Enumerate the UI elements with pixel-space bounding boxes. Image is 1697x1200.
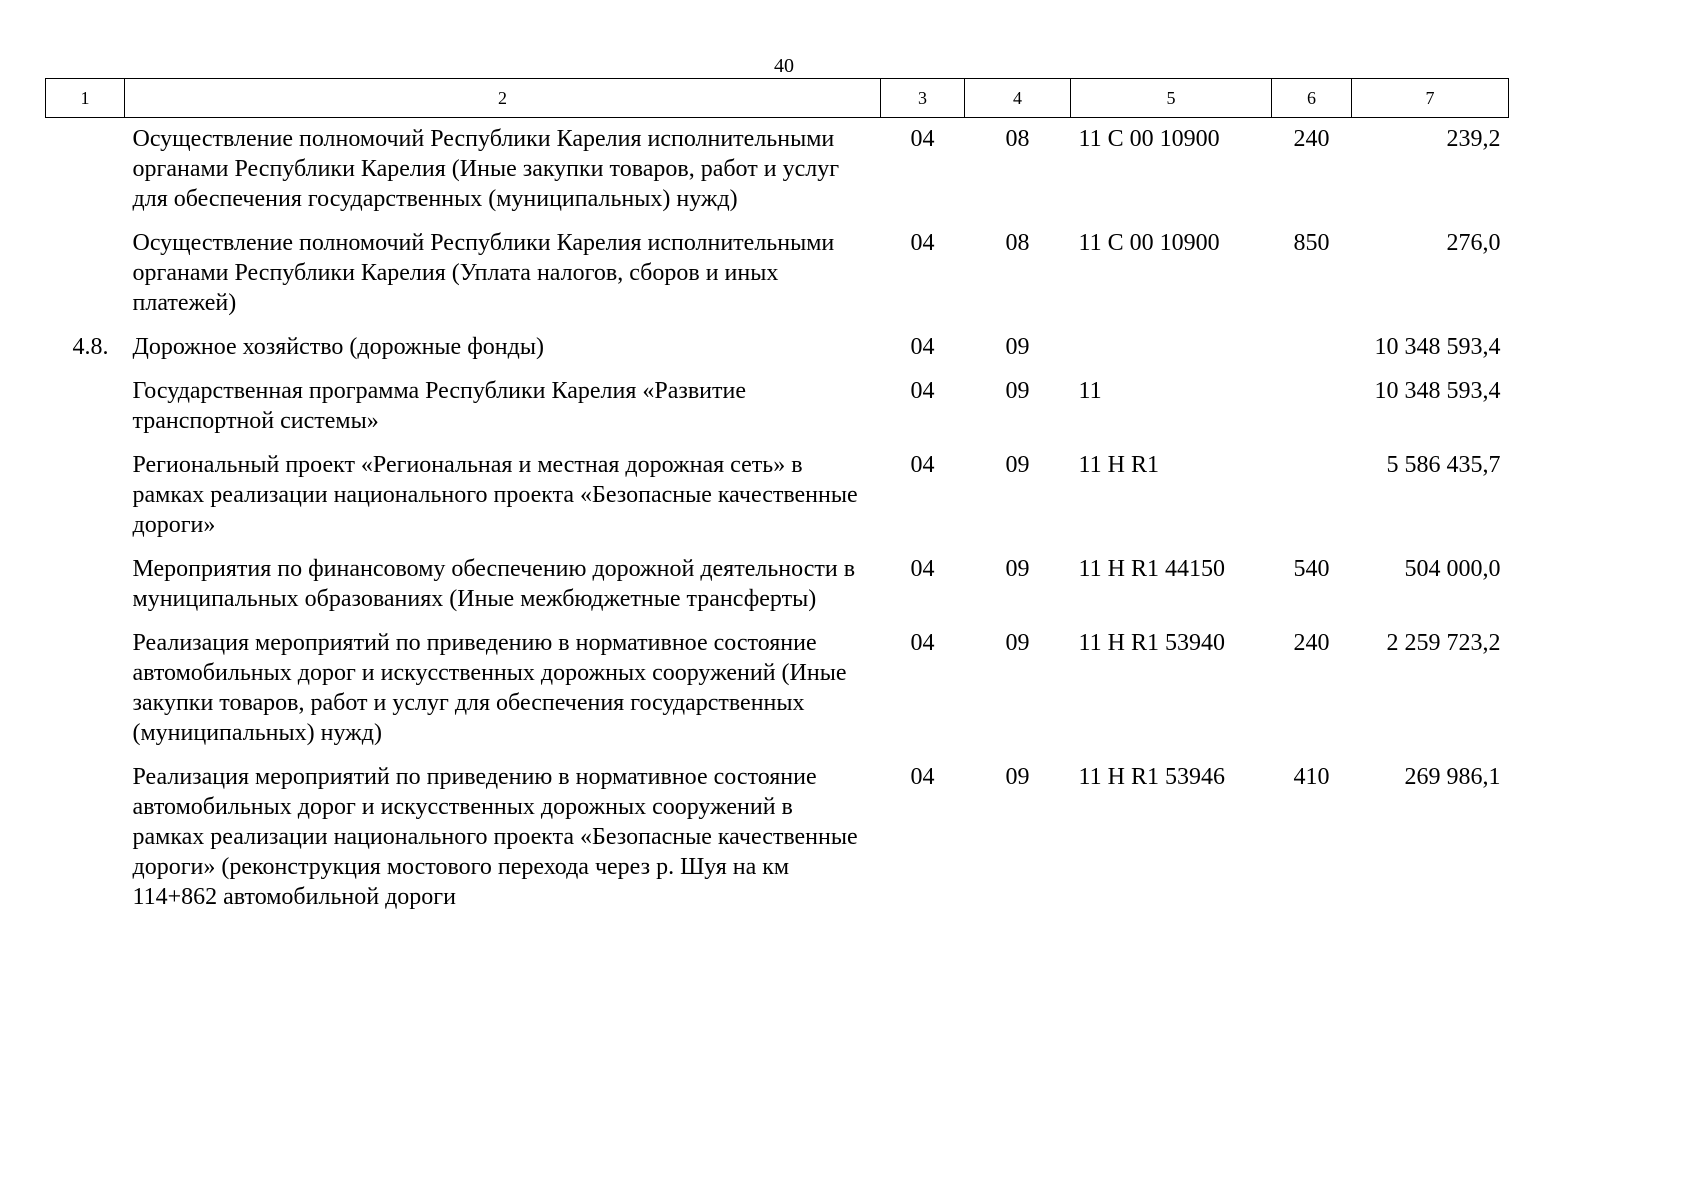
table-row xyxy=(46,444,1509,548)
amount: 269 986,1 xyxy=(1404,764,1501,790)
target-article-code: 11 С 00 10900 xyxy=(1078,126,1220,152)
row-description: Региональный проект «Региональная и местная дорожная сеть» в рамках реализации национального проекта «Безопасные качественные дороги» xyxy=(132,452,858,538)
row-number xyxy=(46,622,125,756)
row-description: Мероприятия по финансовому обеспечению дорожной деятельности в муниципальных образованиях (Иные межбюджетные трансферты) xyxy=(132,556,856,612)
expense-type-code xyxy=(1272,326,1352,370)
section-code: 04 xyxy=(910,556,935,582)
expense-type-code xyxy=(1272,444,1352,548)
amount: 2 259 723,2 xyxy=(1386,630,1501,656)
table-body xyxy=(46,118,1509,921)
amount: 10 348 593,4 xyxy=(1374,334,1501,360)
target-article-code: 11 С 00 10900 xyxy=(1078,230,1220,256)
row-description: Дорожное хозяйство (дорожные фонды) xyxy=(132,334,544,360)
column-header-1: 1 xyxy=(46,79,125,118)
amount: 276,0 xyxy=(1446,230,1501,256)
target-article-code: 11 Н R1 xyxy=(1078,452,1159,478)
row-number xyxy=(46,370,125,444)
expense-type-code: 850 xyxy=(1293,230,1330,256)
table-header xyxy=(46,79,1509,118)
row-number: 4.8. xyxy=(72,334,109,360)
section-code: 04 xyxy=(910,334,935,360)
budget-table xyxy=(45,78,1509,920)
column-header-3: 3 xyxy=(881,79,965,118)
expense-type-code xyxy=(1272,370,1352,444)
target-article-code: 11 Н R1 53940 xyxy=(1078,630,1225,656)
subsection-code: 09 xyxy=(1005,630,1030,656)
section-code: 04 xyxy=(910,126,935,152)
subsection-code: 09 xyxy=(1005,334,1030,360)
row-description: Осуществление полномочий Республики Карелия исполнительными органами Республики Карелия (Иные закупки товаров, работ и услуг для обеспечения государственных (муниципальных) нужд) xyxy=(132,126,840,212)
page-number: 40 xyxy=(774,55,794,77)
header-row xyxy=(46,79,1509,118)
expense-type-code: 240 xyxy=(1293,126,1330,152)
table-row xyxy=(46,756,1509,920)
amount: 504 000,0 xyxy=(1404,556,1501,582)
row-description: Осуществление полномочий Республики Карелия исполнительными органами Республики Карелия (Уплата налогов, сборов и иных платежей) xyxy=(132,230,835,316)
row-number xyxy=(46,444,125,548)
section-code: 04 xyxy=(910,764,935,790)
table-row xyxy=(46,370,1509,444)
expense-type-code: 410 xyxy=(1293,764,1330,790)
expense-type-code: 240 xyxy=(1293,630,1330,656)
amount: 10 348 593,4 xyxy=(1374,378,1501,404)
row-number xyxy=(46,756,125,920)
row-number xyxy=(46,118,125,223)
table-row xyxy=(46,222,1509,326)
section-code: 04 xyxy=(910,452,935,478)
table-row xyxy=(46,118,1509,223)
subsection-code: 08 xyxy=(1005,230,1030,256)
section-code: 04 xyxy=(910,230,935,256)
subsection-code: 09 xyxy=(1005,556,1030,582)
column-header-4: 4 xyxy=(965,79,1071,118)
section-code: 04 xyxy=(910,378,935,404)
row-description: Реализация мероприятий по приведению в нормативное состояние автомобильных дорог и искусственных дорожных сооружений в рамках реализации национального проекта «Безопасные качественные дороги» (реконструкция мостового перехода через р. Шуя на км 114+862 автомобильной дороги xyxy=(132,764,858,910)
table-row xyxy=(46,548,1509,622)
subsection-code: 08 xyxy=(1005,126,1030,152)
subsection-code: 09 xyxy=(1005,452,1030,478)
section-code: 04 xyxy=(910,630,935,656)
column-header-6: 6 xyxy=(1272,79,1352,118)
target-article-code: 11 xyxy=(1078,378,1102,404)
table-row xyxy=(46,326,1509,370)
target-article-code xyxy=(1071,326,1272,370)
expense-type-code: 540 xyxy=(1293,556,1330,582)
column-header-2: 2 xyxy=(125,79,881,118)
target-article-code: 11 Н R1 44150 xyxy=(1078,556,1225,582)
column-header-7: 7 xyxy=(1352,79,1509,118)
amount: 5 586 435,7 xyxy=(1386,452,1501,478)
row-number xyxy=(46,222,125,326)
row-description: Государственная программа Республики Карелия «Развитие транспортной системы» xyxy=(132,378,747,434)
subsection-code: 09 xyxy=(1005,378,1030,404)
amount: 239,2 xyxy=(1446,126,1501,152)
subsection-code: 09 xyxy=(1005,764,1030,790)
column-header-5: 5 xyxy=(1071,79,1272,118)
row-number xyxy=(46,548,125,622)
target-article-code: 11 Н R1 53946 xyxy=(1078,764,1225,790)
row-description: Реализация мероприятий по приведению в нормативное состояние автомобильных дорог и искусственных дорожных сооружений (Иные закупки товаров, работ и услуг для обеспечения государственных (муниципальных) нужд) xyxy=(132,630,847,746)
table-row xyxy=(46,622,1509,756)
